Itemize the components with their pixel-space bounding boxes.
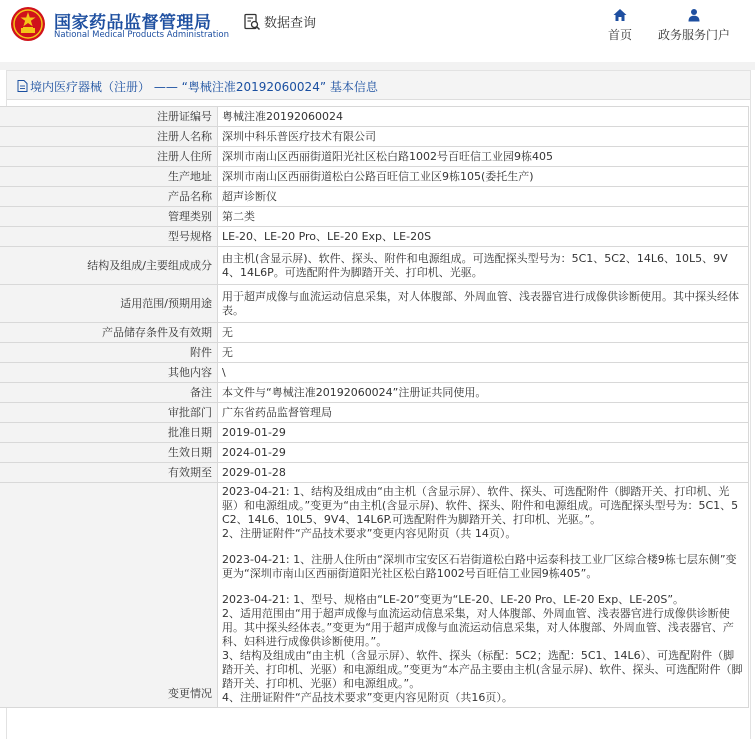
table-row <box>0 107 749 127</box>
field-value: 用于超声成像与血流运动信息采集，对人体腹部、外周血管、浅表器官进行成像供诊断使用。其中探头经体表。 <box>218 285 749 323</box>
change-entry: 2023-04-21: 1、结构及组成由“由主机（含显示屏）、软件、探头、可选配附件（脚踏开关、打印机、光驱）和电源组成。”变更为“由主机(含显示屏)、软件、探头、附件和电源组成。可选配探头型号为：5C1、5C2、14L6、10L5、9V4、14L6P.可选配附件为脚踏开关、打印机、光驱。”。 <box>222 485 739 526</box>
nav-home-label: 首页 <box>607 28 632 42</box>
field-label: 适用范围/预期用途 <box>0 285 218 323</box>
field-value: 深圳市南山区西丽街道阳光社区松白路1002号百旺信工业园9栋405 <box>218 147 749 167</box>
change-entry: 3、结构及组成由“由主机（含显示屏）、软件、探头（标配：5C2；选配：5C1、14L6）、可选配附件（脚踏开关、打印机、光驱）和电源组成。”变更为“本产品主要由主机(含显示屏)、软件、探头、可选配附件（脚踏开关、打印机、光驱）和电源组成。”。 <box>222 649 743 690</box>
field-label: 产品储存条件及有效期 <box>0 323 218 343</box>
breadcrumb <box>17 77 378 95</box>
table-row <box>0 443 749 463</box>
table-row <box>0 227 749 247</box>
header-divider <box>0 62 755 70</box>
table-row <box>0 247 749 285</box>
registration-info-table <box>0 106 749 708</box>
data-search-label: 数据查询 <box>264 16 317 31</box>
field-value: 2019-01-29 <box>218 423 749 443</box>
site-header <box>0 0 755 62</box>
change-entry: 2023-04-21: 1、注册人住所由“深圳市宝安区石岩街道松白路中运泰科技工业厂区综合楼9栋七层东侧”变更为“深圳市南山区西丽街道阳光社区松白路1002号百旺信工业园9栋405”。 <box>222 553 737 580</box>
field-value: 广东省药品监督管理局 <box>218 403 749 423</box>
table-row <box>0 463 749 483</box>
table-row <box>0 403 749 423</box>
change-entry: 2023-04-21: 1、型号、规格由“LE-20”变更为“LE-20、LE-20 Pro、LE-20 Exp、LE-20S”。 <box>222 593 685 606</box>
table-row <box>0 285 749 323</box>
home-icon <box>613 8 627 22</box>
field-value: LE-20、LE-20 Pro、LE-20 Exp、LE-20S <box>218 227 749 247</box>
field-value: 深圳市南山区西丽街道松白公路百旺信工业区9栋105(委托生产) <box>218 167 749 187</box>
field-label: 生产地址 <box>0 167 218 187</box>
field-value: 由主机(含显示屏)、软件、探头、附件和电源组成。可选配探头型号为：5C1、5C2、14L6、10L5、9V4、14L6P。可选配附件为脚踏开关、打印机、光驱。 <box>218 247 749 285</box>
national-emblem-icon <box>10 6 46 42</box>
field-value: 粤械注准20192060024 <box>218 107 749 127</box>
table-row <box>0 343 749 363</box>
field-value: 2024-01-29 <box>218 443 749 463</box>
table-row <box>0 483 749 708</box>
table-row <box>0 167 749 187</box>
detail-panel <box>6 70 751 739</box>
field-label: 备注 <box>0 383 218 403</box>
change-entry: 4、注册证附件“产品技术要求”变更内容见附页（共16页）。 <box>222 691 513 704</box>
field-label: 有效期至 <box>0 463 218 483</box>
table-row <box>0 207 749 227</box>
search-document-icon <box>243 13 261 31</box>
field-value: 第二类 <box>218 207 749 227</box>
breadcrumb-text: 境内医疗器械（注册） —— “粤械注准20192060024” 基本信息 <box>30 79 378 94</box>
field-label: 附件 <box>0 343 218 363</box>
field-value: 无 <box>218 343 749 363</box>
change-history <box>218 483 749 708</box>
field-value: 2029-01-28 <box>218 463 749 483</box>
field-value: 无 <box>218 323 749 343</box>
data-search-link[interactable] <box>243 12 316 31</box>
field-label: 注册人名称 <box>0 127 218 147</box>
change-entry: 2、注册证附件“产品技术要求”变更内容见附页（共 14页）。 <box>222 527 517 540</box>
field-label: 生效日期 <box>0 443 218 463</box>
table-row <box>0 383 749 403</box>
nav-home[interactable] <box>604 8 636 43</box>
document-icon <box>17 80 28 92</box>
field-label: 变更情况 <box>0 483 218 708</box>
field-label: 产品名称 <box>0 187 218 207</box>
field-value: \ <box>218 363 749 383</box>
field-label: 审批部门 <box>0 403 218 423</box>
field-label: 注册人住所 <box>0 147 218 167</box>
nav-portal-label: 政务服务门户 <box>657 28 730 42</box>
site-subtitle: National Medical Products Administration <box>54 30 229 40</box>
field-label: 批准日期 <box>0 423 218 443</box>
change-entry: 2、适用范围由“用于超声成像与血流运动信息采集，对人体腹部、外周血管、浅表器官进行成像供诊断使用。其中探头经体表。”变更为“用于超声成像与血流运动信息采集，对人体腹部、外周血管、浅表器官、产科、妇科进行成像供诊断使用。”。 <box>222 607 734 648</box>
user-icon <box>687 8 701 22</box>
table-row <box>0 127 749 147</box>
detail-content <box>7 99 750 740</box>
table-row <box>0 187 749 207</box>
table-row <box>0 147 749 167</box>
field-value: 深圳中科乐普医疗技术有限公司 <box>218 127 749 147</box>
field-label: 结构及组成/主要组成成分 <box>0 247 218 285</box>
field-value: 本文件与“粤械注准20192060024”注册证共同使用。 <box>218 383 749 403</box>
site-title: 国家药品监督管理局 <box>54 13 212 33</box>
table-row <box>0 323 749 343</box>
field-label: 注册证编号 <box>0 107 218 127</box>
field-value: 超声诊断仪 <box>218 187 749 207</box>
field-label: 管理类别 <box>0 207 218 227</box>
field-label: 其他内容 <box>0 363 218 383</box>
nav-service-portal[interactable] <box>655 8 733 43</box>
table-row <box>0 363 749 383</box>
table-row <box>0 423 749 443</box>
field-label: 型号规格 <box>0 227 218 247</box>
